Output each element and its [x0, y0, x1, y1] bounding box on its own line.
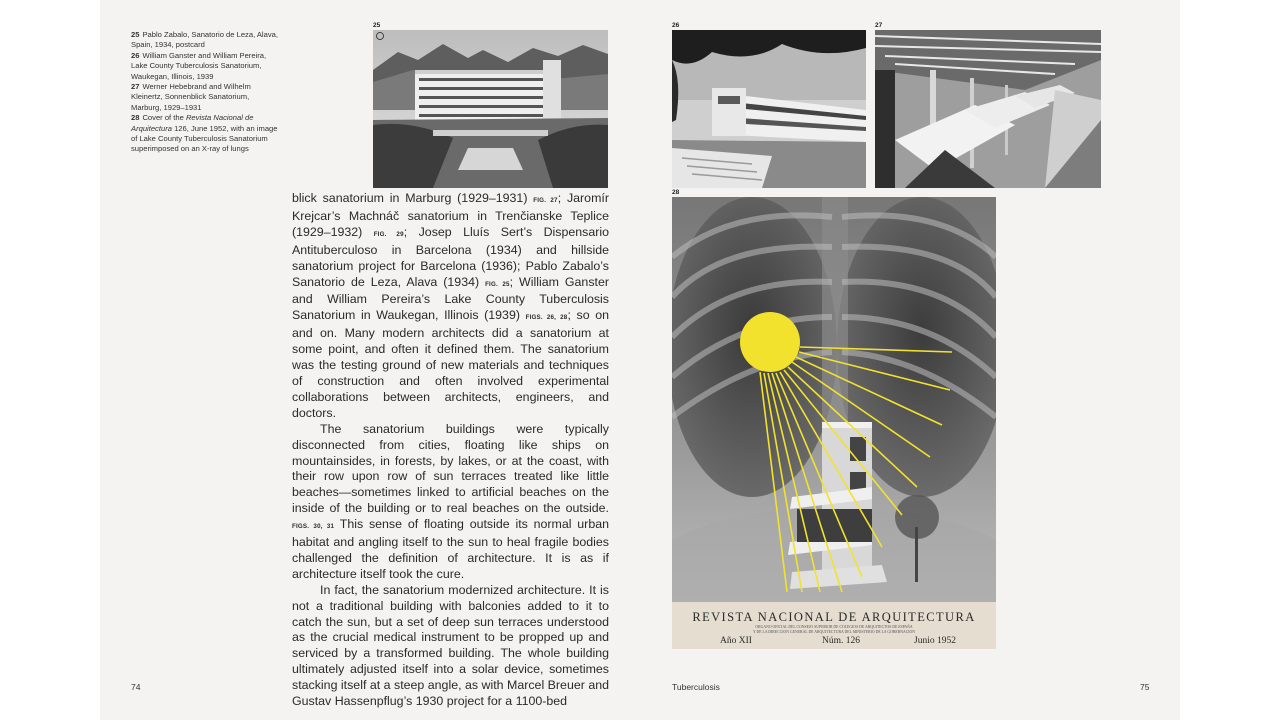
figure-reference: FIGS. 30, 31: [292, 523, 335, 531]
figure-reference: FIG. 27: [533, 197, 558, 204]
caption-26: 26 William Ganster and William Pereira, Lake County Tuberculosis Sanatorium, Waukegan, Illinois, 1939: [131, 50, 267, 81]
figure-label-25: 25: [373, 22, 381, 29]
main-body-text: [292, 191, 609, 710]
cover-subline-1: ORGANO OFICIAL DEL CONSEJO SUPERIOR DE COLEGIOS DE ARQUITECTOS DE ESPAÑA: [755, 625, 913, 629]
cover-date: Junio 1952: [914, 636, 956, 646]
figure-label-26: 26: [672, 22, 680, 29]
cover-masthead: REVISTA NACIONAL DE ARQUITECTURA: [692, 610, 976, 624]
caption-27: 27 Werner Hebebrand and Wilhelm Kleinertz, Sonnenblick Sanatorium, Marburg, 1929–1931: [131, 82, 251, 112]
cover-issue-number: Núm. 126: [822, 636, 860, 646]
figure-27-sonnenblick-terrace-photo: [875, 30, 1101, 188]
caption-28: 28 Cover of the Revista Nacional de Arquitectura 126, June 1952, with an image of Lake County Tuberculosis Sanatorium superimposed on an X-ray of lungs: [131, 113, 278, 154]
figure-label-28: 28: [672, 189, 680, 196]
paragraph-3: In fact, the sanatorium modernized architecture. It is not a traditional building with balconies added to it to catch the sun, but a set of deep sun terraces understood as the crucial medical instrument to be propped up and serviced by a transformed building. The whole building ultimately adjusted itself into a solar device, sometimes stacking itself at a steep angle, as with Marcel Breuer and Gustav Hassenpflug’s 1930 project for a 1100-bed: [292, 582, 609, 709]
figure-reference: FIG. 25: [485, 280, 510, 288]
page-number-left: 74: [131, 682, 141, 692]
figure-label-27: 27: [875, 22, 883, 29]
running-footer-section: Tuberculosis: [672, 682, 720, 692]
cover-subline-2: Y DE LA DIRECCION GENERAL DE ARQUITECTURA DEL MINISTERIO DE LA GOBERNACION: [752, 630, 916, 634]
figure-26-lake-county-photo: [672, 30, 866, 188]
figure-reference: FIG. 29: [373, 230, 404, 238]
figure-reference: FIGS. 26, 28: [525, 314, 568, 322]
caption-25: 25 Pablo Zabalo, Sanatorio de Leza, Alava, Spain, 1934, postcard: [131, 30, 278, 50]
figure-28-revista-cover: [672, 197, 996, 649]
figure-captions: [131, 30, 281, 155]
paragraph-1: blick sanatorium in Marburg (1929–1931) FIG. 27; Jaromír Krejcar’s Machnáč sanatorium in Trenčianske Teplice (1929–1932) FIG. 29; Josep Lluís Sert’s Dispensario Antituberculoso in Barcelona (1934) and hillside sanatorium project for Barcelona (1936); Pablo Zabalo’s Sanatorio de Leza, Alava (1934) FIG. 25; William Ganster and William Pereira’s Lake County Tuberculosis Sanatorium in Waukegan, Illinois (1939) FIGS. 26, 28; so on and on. Many modern architects did a sanatorium at some point, and often it defined them. The sanatorium was the testing ground of new materials and techniques of construction and often involved experimental collaborations between architects, engineers, and doctors.: [292, 191, 609, 420]
paragraph-2: The sanatorium buildings were typically disconnected from cities, floating like ships on mountainsides, in forests, by lakes, or at the coast, with their row upon row of sun terraces treated like little beaches—sometimes linked to artificial beaches on the inside of the building or to real beaches on the outside. FIGS. 30, 31 This sense of floating outside its normal urban habitat and angling itself to the sun to heal fragile bodies challenged the definition of architecture. It is as if architecture itself took the cure.: [292, 421, 609, 581]
cover-year: Año XII: [720, 636, 752, 646]
xray-collage-artwork: [672, 197, 996, 649]
page-number-right: 75: [1140, 682, 1150, 692]
figure-25-sanatorio-leza-photo: [373, 30, 608, 188]
